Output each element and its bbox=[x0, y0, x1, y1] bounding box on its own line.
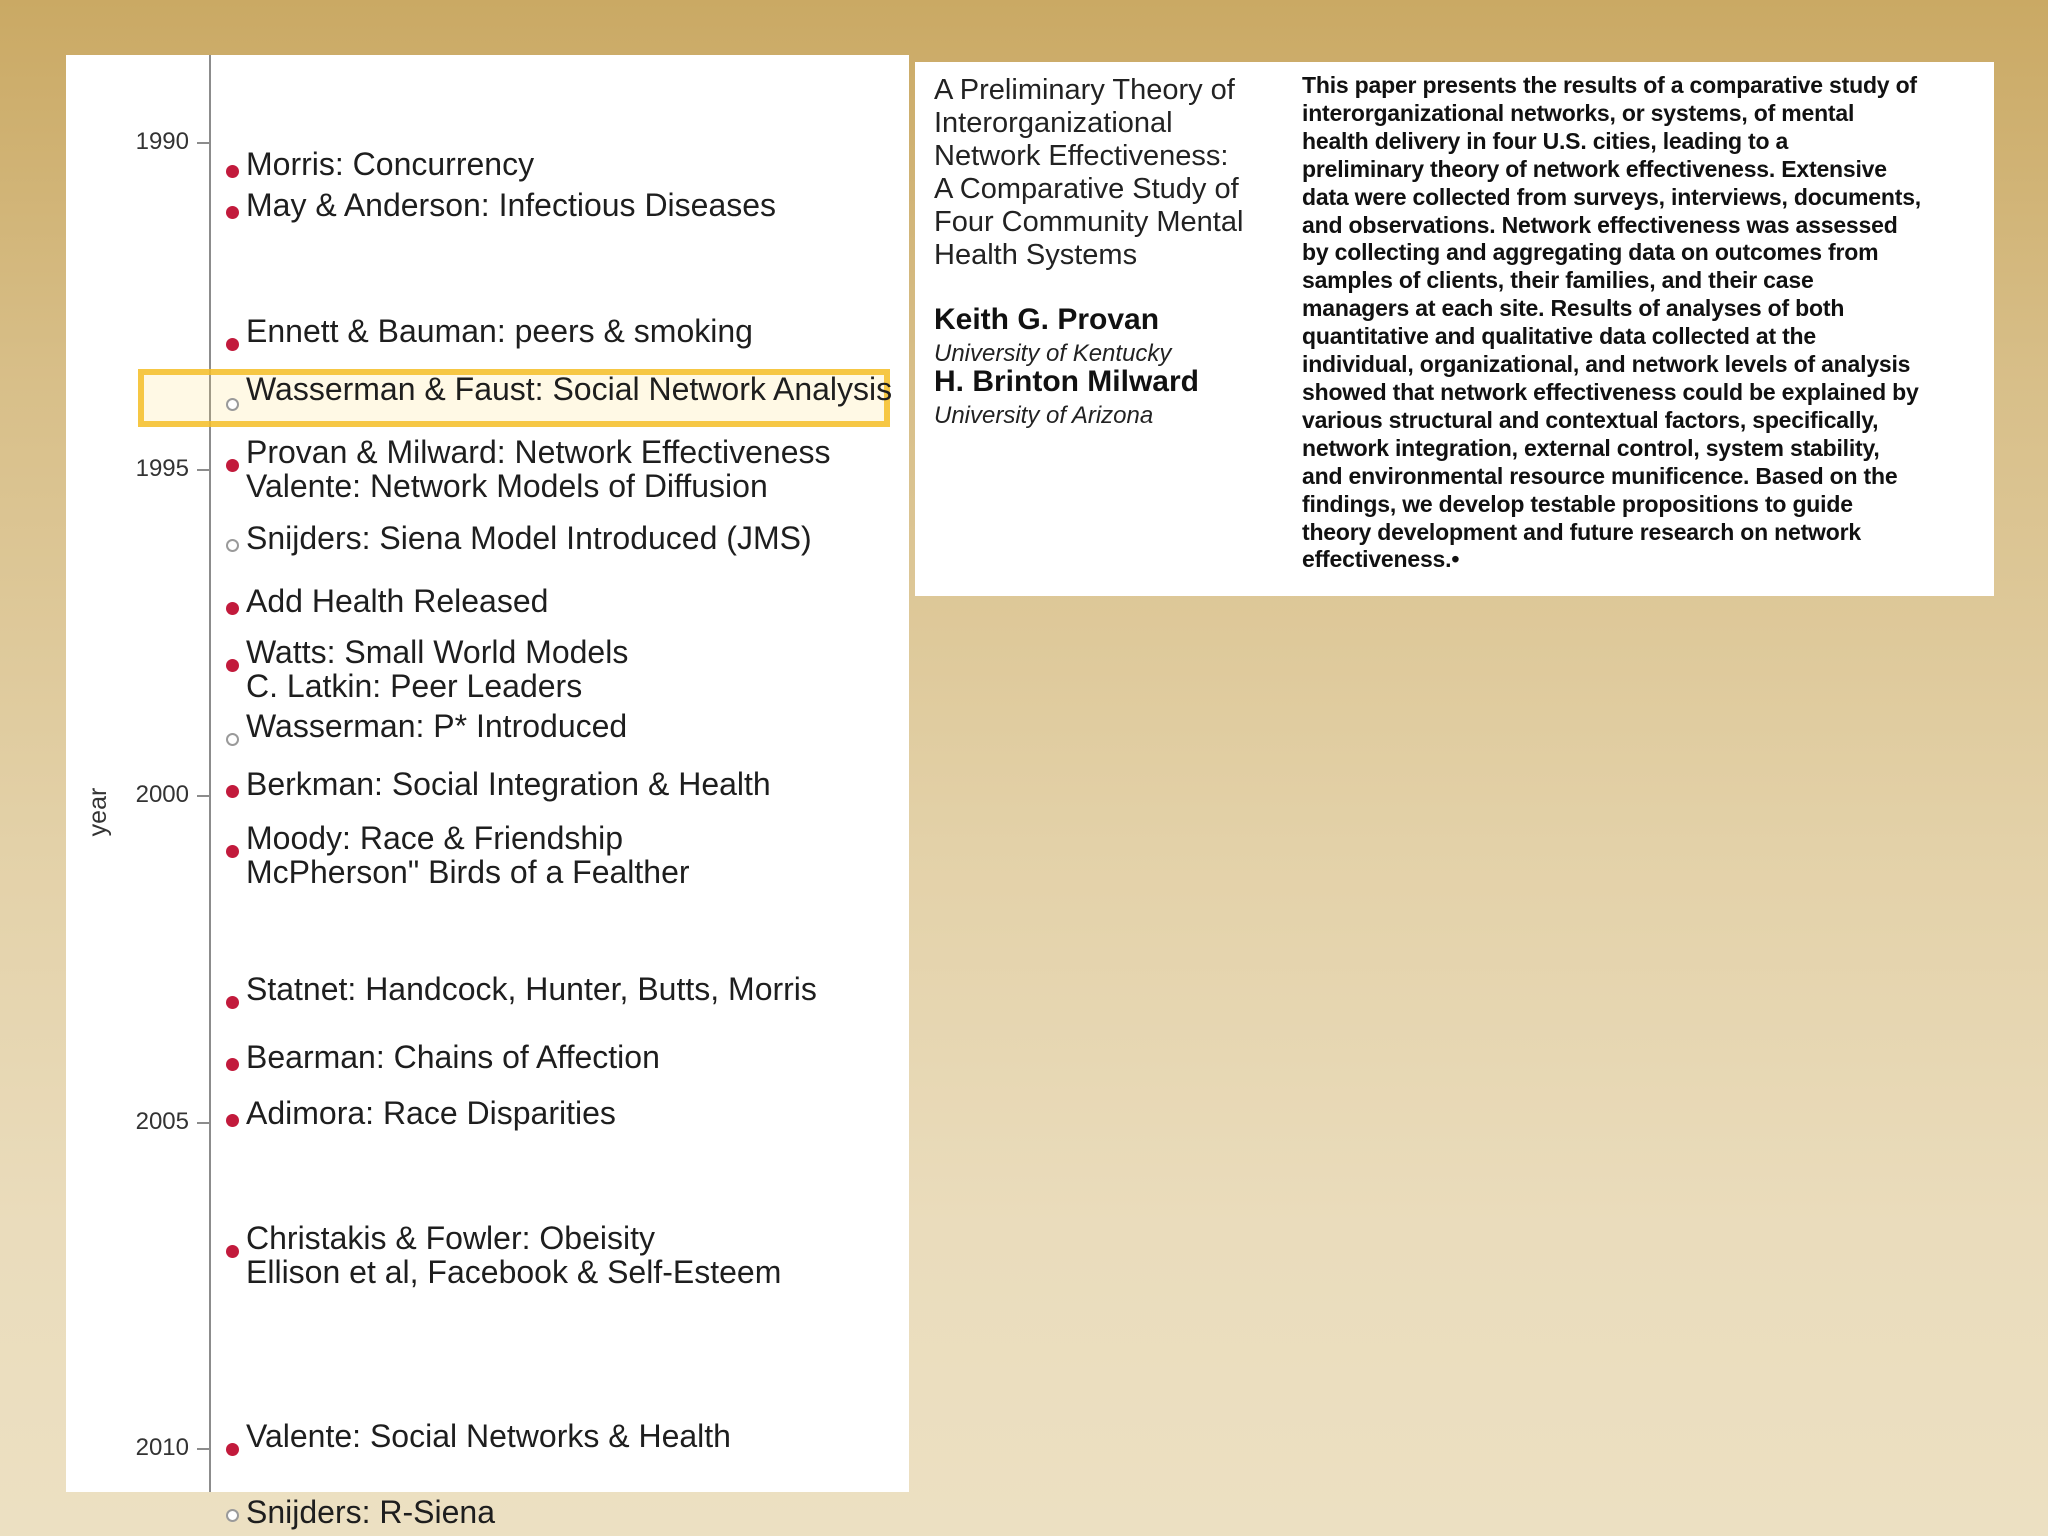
paper-header-panel bbox=[915, 62, 1994, 596]
title-line: Network Effectiveness: bbox=[934, 140, 1229, 172]
year-label: 2010 bbox=[135, 1434, 189, 1461]
event-label bbox=[246, 1096, 616, 1130]
abstract-line: and environmental resource munificence. Based on the bbox=[1302, 462, 1898, 489]
filled-dot-icon bbox=[226, 338, 239, 351]
event-line: Snijders: Siena Model Introduced (JMS) bbox=[246, 520, 812, 556]
event-line: Watts: Small World Models bbox=[246, 634, 629, 670]
event-line: Christakis & Fowler: Obeisity bbox=[246, 1220, 655, 1256]
abstract-line: effectiveness.• bbox=[1302, 546, 1460, 573]
abstract-line: interorganizational networks, or systems, of mental bbox=[1302, 99, 1855, 126]
title-line: Four Community Mental bbox=[934, 206, 1244, 238]
event-line: McPherson" Birds of a Fealther bbox=[246, 854, 690, 890]
event-label bbox=[246, 821, 690, 889]
axis-title: year bbox=[84, 787, 112, 837]
author-affiliation: University of Kentucky bbox=[934, 340, 1172, 367]
event-line: Adimora: Race Disparities bbox=[246, 1095, 616, 1131]
hollow-dot-icon bbox=[226, 539, 239, 552]
year-label: 1990 bbox=[135, 128, 189, 155]
event-line: Bearman: Chains of Affection bbox=[246, 1039, 660, 1075]
abstract-line: quantitative and qualitative data collected at the bbox=[1302, 323, 1817, 350]
event-label bbox=[246, 147, 534, 181]
filled-dot-icon bbox=[226, 1443, 239, 1456]
event-line: Moody: Race & Friendship bbox=[246, 820, 624, 856]
event-label bbox=[246, 1419, 731, 1453]
year-label: 1995 bbox=[135, 455, 189, 482]
abstract-line: showed that network effectiveness could be explained by bbox=[1302, 378, 1919, 405]
year-label: 2005 bbox=[135, 1108, 189, 1135]
event-label bbox=[246, 1221, 781, 1289]
event-line: Add Health Released bbox=[246, 583, 549, 619]
abstract-line: managers at each site. Results of analyses of both bbox=[1302, 295, 1845, 322]
author-name: Keith G. Provan bbox=[934, 303, 1160, 336]
event-line: Provan & Milward: Network Effectiveness bbox=[246, 434, 831, 470]
abstract-line: and observations. Network effectiveness was assessed bbox=[1302, 211, 1898, 238]
filled-dot-icon bbox=[226, 459, 239, 472]
filled-dot-icon bbox=[226, 206, 239, 219]
filled-dot-icon bbox=[226, 602, 239, 615]
event-label bbox=[246, 372, 892, 406]
abstract-line: This paper presents the results of a comparative study of bbox=[1302, 72, 1917, 98]
event-label bbox=[246, 972, 817, 1006]
abstract-line: network integration, external control, system stability, bbox=[1302, 434, 1880, 461]
abstract-line: samples of clients, their families, and their case bbox=[1302, 267, 1814, 294]
hollow-dot-icon bbox=[226, 1509, 239, 1522]
event-line: Valente: Network Models of Diffusion bbox=[246, 468, 768, 504]
abstract-line: theory development and future research on network bbox=[1302, 518, 1861, 545]
event-label bbox=[246, 584, 548, 618]
abstract-line: findings, we develop testable propositions to guide bbox=[1302, 490, 1853, 517]
filled-dot-icon bbox=[226, 165, 239, 178]
abstract-line: preliminary theory of network effectiveness. Extensive bbox=[1302, 155, 1887, 182]
filled-dot-icon bbox=[226, 996, 239, 1009]
event-label bbox=[246, 314, 753, 348]
author-affiliation: University of Arizona bbox=[934, 402, 1154, 429]
timeline-panel bbox=[66, 55, 909, 1530]
event-label bbox=[246, 635, 628, 703]
filled-dot-icon bbox=[226, 1058, 239, 1071]
filled-dot-icon bbox=[226, 845, 239, 858]
event-line: Ellison et al, Facebook & Self-Esteem bbox=[246, 1254, 782, 1290]
event-label bbox=[246, 188, 776, 222]
paper-title bbox=[934, 74, 1274, 272]
event-line: Wasserman & Faust: Social Network Analysis bbox=[246, 371, 893, 407]
title-line: Health Systems bbox=[934, 239, 1138, 271]
year-tick bbox=[66, 1433, 209, 1463]
event-line: May & Anderson: Infectious Diseases bbox=[246, 187, 777, 223]
hollow-dot-icon bbox=[226, 398, 239, 411]
event-line: Snijders: R-Siena bbox=[246, 1494, 495, 1530]
title-line: A Comparative Study of bbox=[934, 173, 1239, 205]
event-label bbox=[246, 709, 627, 743]
event-line: Valente: Social Networks & Health bbox=[246, 1418, 731, 1454]
title-line: Interorganizational bbox=[934, 107, 1173, 139]
event-line: Morris: Concurrency bbox=[246, 146, 535, 182]
event-line: Wasserman: P* Introduced bbox=[246, 708, 628, 744]
author-name: H. Brinton Milward bbox=[934, 365, 1199, 398]
event-label bbox=[246, 435, 831, 503]
title-line: A Preliminary Theory of bbox=[934, 74, 1235, 106]
filled-dot-icon bbox=[226, 1245, 239, 1258]
abstract-line: individual, organizational, and network levels of analysis bbox=[1302, 351, 1911, 378]
abstract-line: health delivery in four U.S. cities, leading to a bbox=[1302, 127, 1789, 154]
event-label bbox=[246, 1495, 495, 1529]
abstract-line: by collecting and aggregating data on outcomes from bbox=[1302, 239, 1879, 266]
abstract-line: data were collected from surveys, interviews, documents, bbox=[1302, 183, 1921, 210]
filled-dot-icon bbox=[226, 1114, 239, 1127]
event-line: Berkman: Social Integration & Health bbox=[246, 766, 771, 802]
year-tick bbox=[66, 454, 209, 484]
abstract-line: various structural and contextual factors, specifically, bbox=[1302, 406, 1879, 433]
event-line: C. Latkin: Peer Leaders bbox=[246, 668, 583, 704]
year-tick bbox=[66, 1107, 209, 1137]
filled-dot-icon bbox=[226, 659, 239, 672]
event-label bbox=[246, 521, 812, 555]
hollow-dot-icon bbox=[226, 733, 239, 746]
filled-dot-icon bbox=[226, 785, 239, 798]
timeline-axis bbox=[209, 55, 211, 1492]
event-line: Ennett & Bauman: peers & smoking bbox=[246, 313, 753, 349]
paper-abstract bbox=[1302, 72, 1994, 574]
event-label bbox=[246, 1040, 660, 1074]
year-label: 2000 bbox=[135, 781, 189, 808]
event-label bbox=[246, 767, 771, 801]
year-tick bbox=[66, 127, 209, 157]
event-line: Statnet: Handcock, Hunter, Butts, Morris bbox=[246, 971, 817, 1007]
